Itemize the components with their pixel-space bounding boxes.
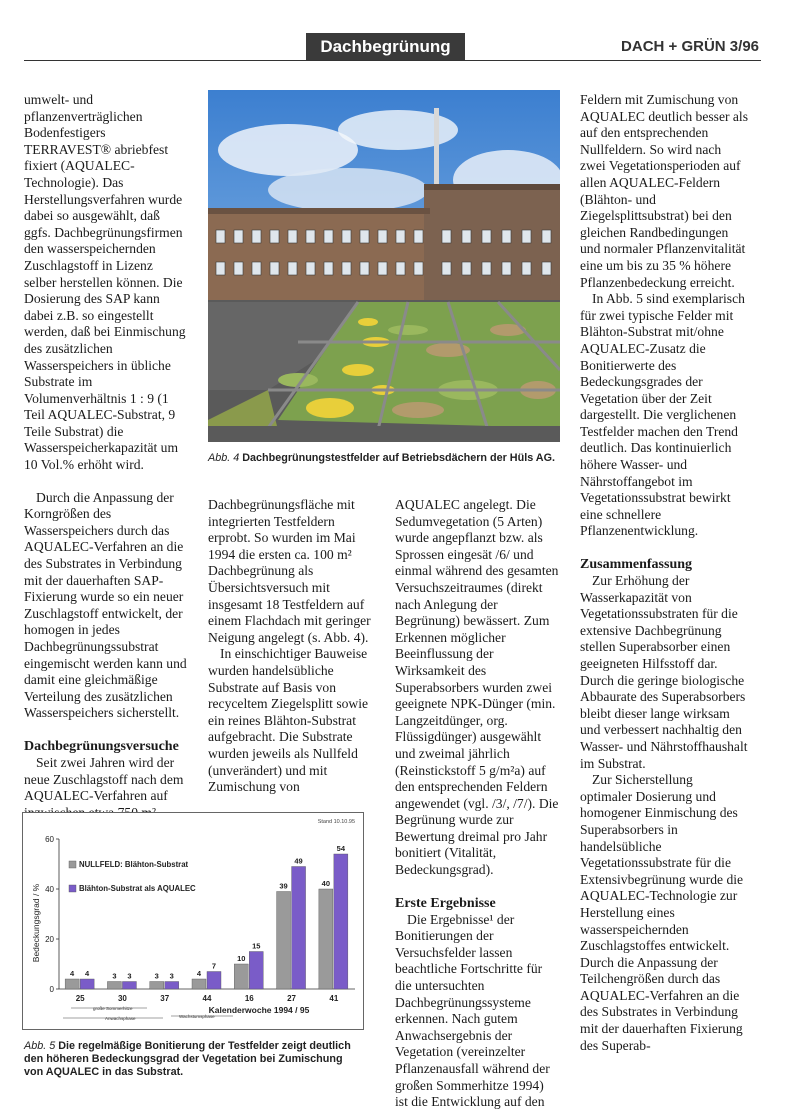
col1-paragraph-1: umwelt- und pflanzenverträglichen Bodenfestigers TERRAVEST® abriebfest fixiert (AQUALEC-Technologie). Das Herstellungsverfahren wurde dabei so ausgewählt, daß ggfs. Dachbegrünungsfirmen den wasserspeichernden Zuschlagstoff in Lizenz selber herstellen können. Die Dosierung des SAP kann dabei z.B. so eingestellt werden, daß bei Einmischung des zusätzlichen Wasserspeichers in übliche Substrate im Volumenverhältnis 1 : 9 (1 Teil AQUALEC-Substrat, 9 Teile Substrat) die Wasserspeicherkapazität um 10 Vol.% erhöht wird. <box>24 92 186 473</box>
section-title: Dachbegrünung <box>306 33 465 60</box>
bar-value-label: 54 <box>336 844 346 853</box>
figure-5-label: Abb. 5 <box>24 1040 56 1052</box>
col3-paragraph-2: Die Ergebnisse¹ der Bonitierungen der Versuchsfelder lassen beachtliche Fortschritte für die untersuchten Dachbegrünungssysteme erkennen. Nach gutem Anwachsergebnis der Vegetation (vereinzelter Pflanzenausfall während der großen Sommerhitze 1994) ist die Entwicklung auf den <box>395 911 550 1110</box>
roof-test-fields-photo <box>208 90 560 442</box>
bar-nullfeld <box>150 982 164 990</box>
bar-value-label: 39 <box>279 881 288 891</box>
bar-value-label: 3 <box>127 971 132 981</box>
heading-erste-ergebnisse: Erste Ergebnisse <box>395 895 496 911</box>
y-tick-label: 20 <box>45 935 54 944</box>
column-4 <box>580 92 748 1054</box>
chart-xlabel: Kalenderwoche 1994 / 95 <box>208 1005 310 1015</box>
bar-value-label: 7 <box>211 961 217 971</box>
bar-nullfeld <box>319 889 333 989</box>
figure-4-caption <box>208 452 560 465</box>
x-tick-label: 44 <box>202 994 212 1003</box>
bar-value-label: 4 <box>85 969 90 978</box>
col1-paragraph-3: Seit zwei Jahren wird der neue Zuschlagstoff nach dem AQUALEC-Verfahren auf <box>24 754 184 804</box>
photo-illustration <box>208 90 560 442</box>
column-3 <box>395 497 559 1111</box>
bar-nullfeld <box>65 979 79 989</box>
figure-5-caption <box>24 1040 364 1079</box>
heading-zusammenfassung: Zusammenfassung <box>580 557 693 573</box>
figure-4-label: Abb. 4 <box>208 452 240 464</box>
column-1 <box>24 92 188 821</box>
bar-aqualec <box>165 982 179 990</box>
journal-issue: DACH + GRÜN 3/96 <box>621 38 759 55</box>
chart-ylabel: Bedeckungsgrad / % <box>31 883 41 963</box>
x-tick-label: 30 <box>117 994 127 1003</box>
x-tick-label: 25 <box>75 994 85 1003</box>
phase-label-anwachs: Anwachsphase <box>105 1016 136 1021</box>
col4-paragraph-1: Feldern mit Zumischung von AQUALEC deutlich besser als auf den entsprechenden Nullfeldern. So wird nach zwei Vegetationsperioden auf allen AQUALEC-Feldern (Blähton- und Ziegelsplittsubstrat) bei den gleichen Randbedingungen und normaler Pflanzenvitalität eine um bis zu 35 % höhere Pflanzenbedeckung erreicht. <box>580 92 748 290</box>
bar-nullfeld <box>107 982 121 990</box>
chart-svg <box>23 813 363 1029</box>
heading-dachbegruenungsversuche: Dachbegrünungsversuche <box>24 738 179 754</box>
bar-nullfeld <box>234 964 248 989</box>
bar-aqualec <box>122 982 136 990</box>
x-tick-label: 37 <box>160 994 170 1003</box>
legend <box>69 860 196 893</box>
col3-paragraph-1: AQUALEC angelegt. Die Sedumvegetation (5 Arten) wurde angepflanzt bzw. als Sprossen eingesät /6/ und einmal während des gesamten Versuchszeitraumes (direkt nach Anlegung der Begrünung) bewässert. Zum Erkennen möglicher Beeinflussung der Wirksamkeit des Superabsorbers wurden zwei geeignete NPK-Dünger (min. Langzeitdünger, org. Flüssigdünger) ausgewählt und zweimal jährlich (Reinstickstoff 5 g/m²a) auf den entsprechenden Feldern angewendet (vgl. /3/, /7/). Die Begrünung wurde zur Bewertung dreimal pro Jahr bonitiert (Vitalität, Bedeckungsgrad). <box>395 497 559 878</box>
figure-5-text: Die regelmäßige Bonitierung der Testfelder zeigt deutlich den höheren Bedeckungsgrad der Vegetation bei Zumischung von AQUALEC in das Substrat. <box>24 1040 351 1078</box>
x-tick-label: 41 <box>329 994 339 1003</box>
bar-value-label: 40 <box>321 879 331 888</box>
legend-label: NULLFELD: Blähton-Substrat <box>79 860 189 869</box>
col4-paragraph-4: Zur Sicherstellung optimaler Dosierung und homogener Einmischung des Superabsorbers in handelsübliche Vegetationssubstrate für die Extensivbegrünung wurde die AQUALEC-Technologie zur Herstellung eines wasserspeichernden Zuschlagstoffes entwickelt. Durch die Anpassung der Teilchengrößen durch das AQUALEC-Verfahren an die des Substrates in Verbindung mit der dauerhaften Fixierung des Superab- <box>580 772 744 1053</box>
y-tick-label: 60 <box>45 835 54 844</box>
bar-aqualec <box>334 854 348 989</box>
chart-stand-label: Stand 10.10.95 <box>317 819 355 825</box>
header-rule <box>24 60 761 61</box>
phase-label-hitze: große Sommerhitze <box>93 1006 133 1011</box>
legend-swatch <box>69 861 76 868</box>
figure-4-text: Dachbegrünungstestfelder auf Betriebsdächern der Hüls AG. <box>242 452 555 464</box>
bar-value-label: 4 <box>70 969 75 978</box>
legend-swatch <box>69 885 76 892</box>
col4-paragraph-3: Zur Erhöhung der Wasserkapazität von Vegetationssubstraten für die extensive Dachbegrünung stellen Superabsorber einen geeigneten Hilfsstoff dar. Durch die geringe biologische Abbaurate des Superabsorbers bleibt dieser lange wirksam und verbessert nachhaltig den Wasser- und Nährstoffhaushalt im Substrat. <box>580 573 748 771</box>
bar-value-label: 10 <box>237 954 246 963</box>
bar-aqualec <box>249 952 263 990</box>
bar-nullfeld <box>192 979 206 989</box>
coverage-bar-chart <box>22 812 364 1030</box>
col2-paragraph-2: In einschichtiger Bauweise wurden handelsübliche Substrate auf Basis von recyceltem Ziegelsplitt sowie ein reines Blähton-Substrat aufgebracht. Die Substrate wurden jeweils als Nullfeld (unverändert) und mit Zumischung von <box>208 646 369 795</box>
bar-value-label: 15 <box>252 941 261 951</box>
bar-aqualec <box>80 979 94 989</box>
bar-value-label: 3 <box>169 971 174 981</box>
bar-value-label: 3 <box>112 971 117 981</box>
bar-aqualec <box>292 867 306 990</box>
col1-paragraph-2: Durch die Anpassung der Korngrößen des Wasserspeichers durch das AQUALEC-Verfahren an die des Substrates in Verbindung mit der dauerhaften SAP-Fixierung wurde so ein neuer Zuschlagstoff entwickelt, der homogen in jedes Dachbegrünungssubstrat eingemischt werden kann und damit eine gleichmäßige Verteilung des zusätzlichen Wasserspeichers sicherstellt. <box>24 489 187 721</box>
col2-paragraph-1: Dachbegrünungsfläche mit integrierten Testfeldern erprobt. So wurden im Mai 1994 die ersten ca. 100 m² Dachbegrünung als Übersichtsversuch mit insgesamt 18 Testfeldern auf einem Flachdach mit geringer Neigung angelegt (s. Abb. 4). <box>208 497 371 645</box>
x-axis <box>76 994 339 1003</box>
column-2 <box>208 497 378 796</box>
bar-value-label: 4 <box>196 969 202 978</box>
x-tick-label: 27 <box>287 994 297 1003</box>
legend-label: Blähton-Substrat als AQUALEC <box>79 884 196 893</box>
bar-value-label: 49 <box>294 856 303 866</box>
y-tick-label: 0 <box>49 985 54 994</box>
bar-nullfeld <box>277 892 291 990</box>
bar-aqualec <box>207 972 221 990</box>
y-tick-label: 40 <box>45 885 54 894</box>
x-tick-label: 16 <box>244 994 254 1003</box>
col4-paragraph-2: In Abb. 5 sind exemplarisch für zwei typische Felder mit Blähton-Substrat mit/ohne AQUALEC-Zusatz die Bonitierwerte des Bedeckungsgrades der Vegetation über der Zeit dargestellt. Die verglichenen Testfelder machen den Trend deutlich. Das kontinuierlich höhere Wasser- und Nährstoffangebot im Vegetationssubstrat bewirkt eine schnellere Pflanzenentwicklung. <box>580 291 745 539</box>
bar-value-label: 3 <box>154 971 159 981</box>
phase-label-wachstum: Wachstumsphase <box>179 1014 215 1019</box>
